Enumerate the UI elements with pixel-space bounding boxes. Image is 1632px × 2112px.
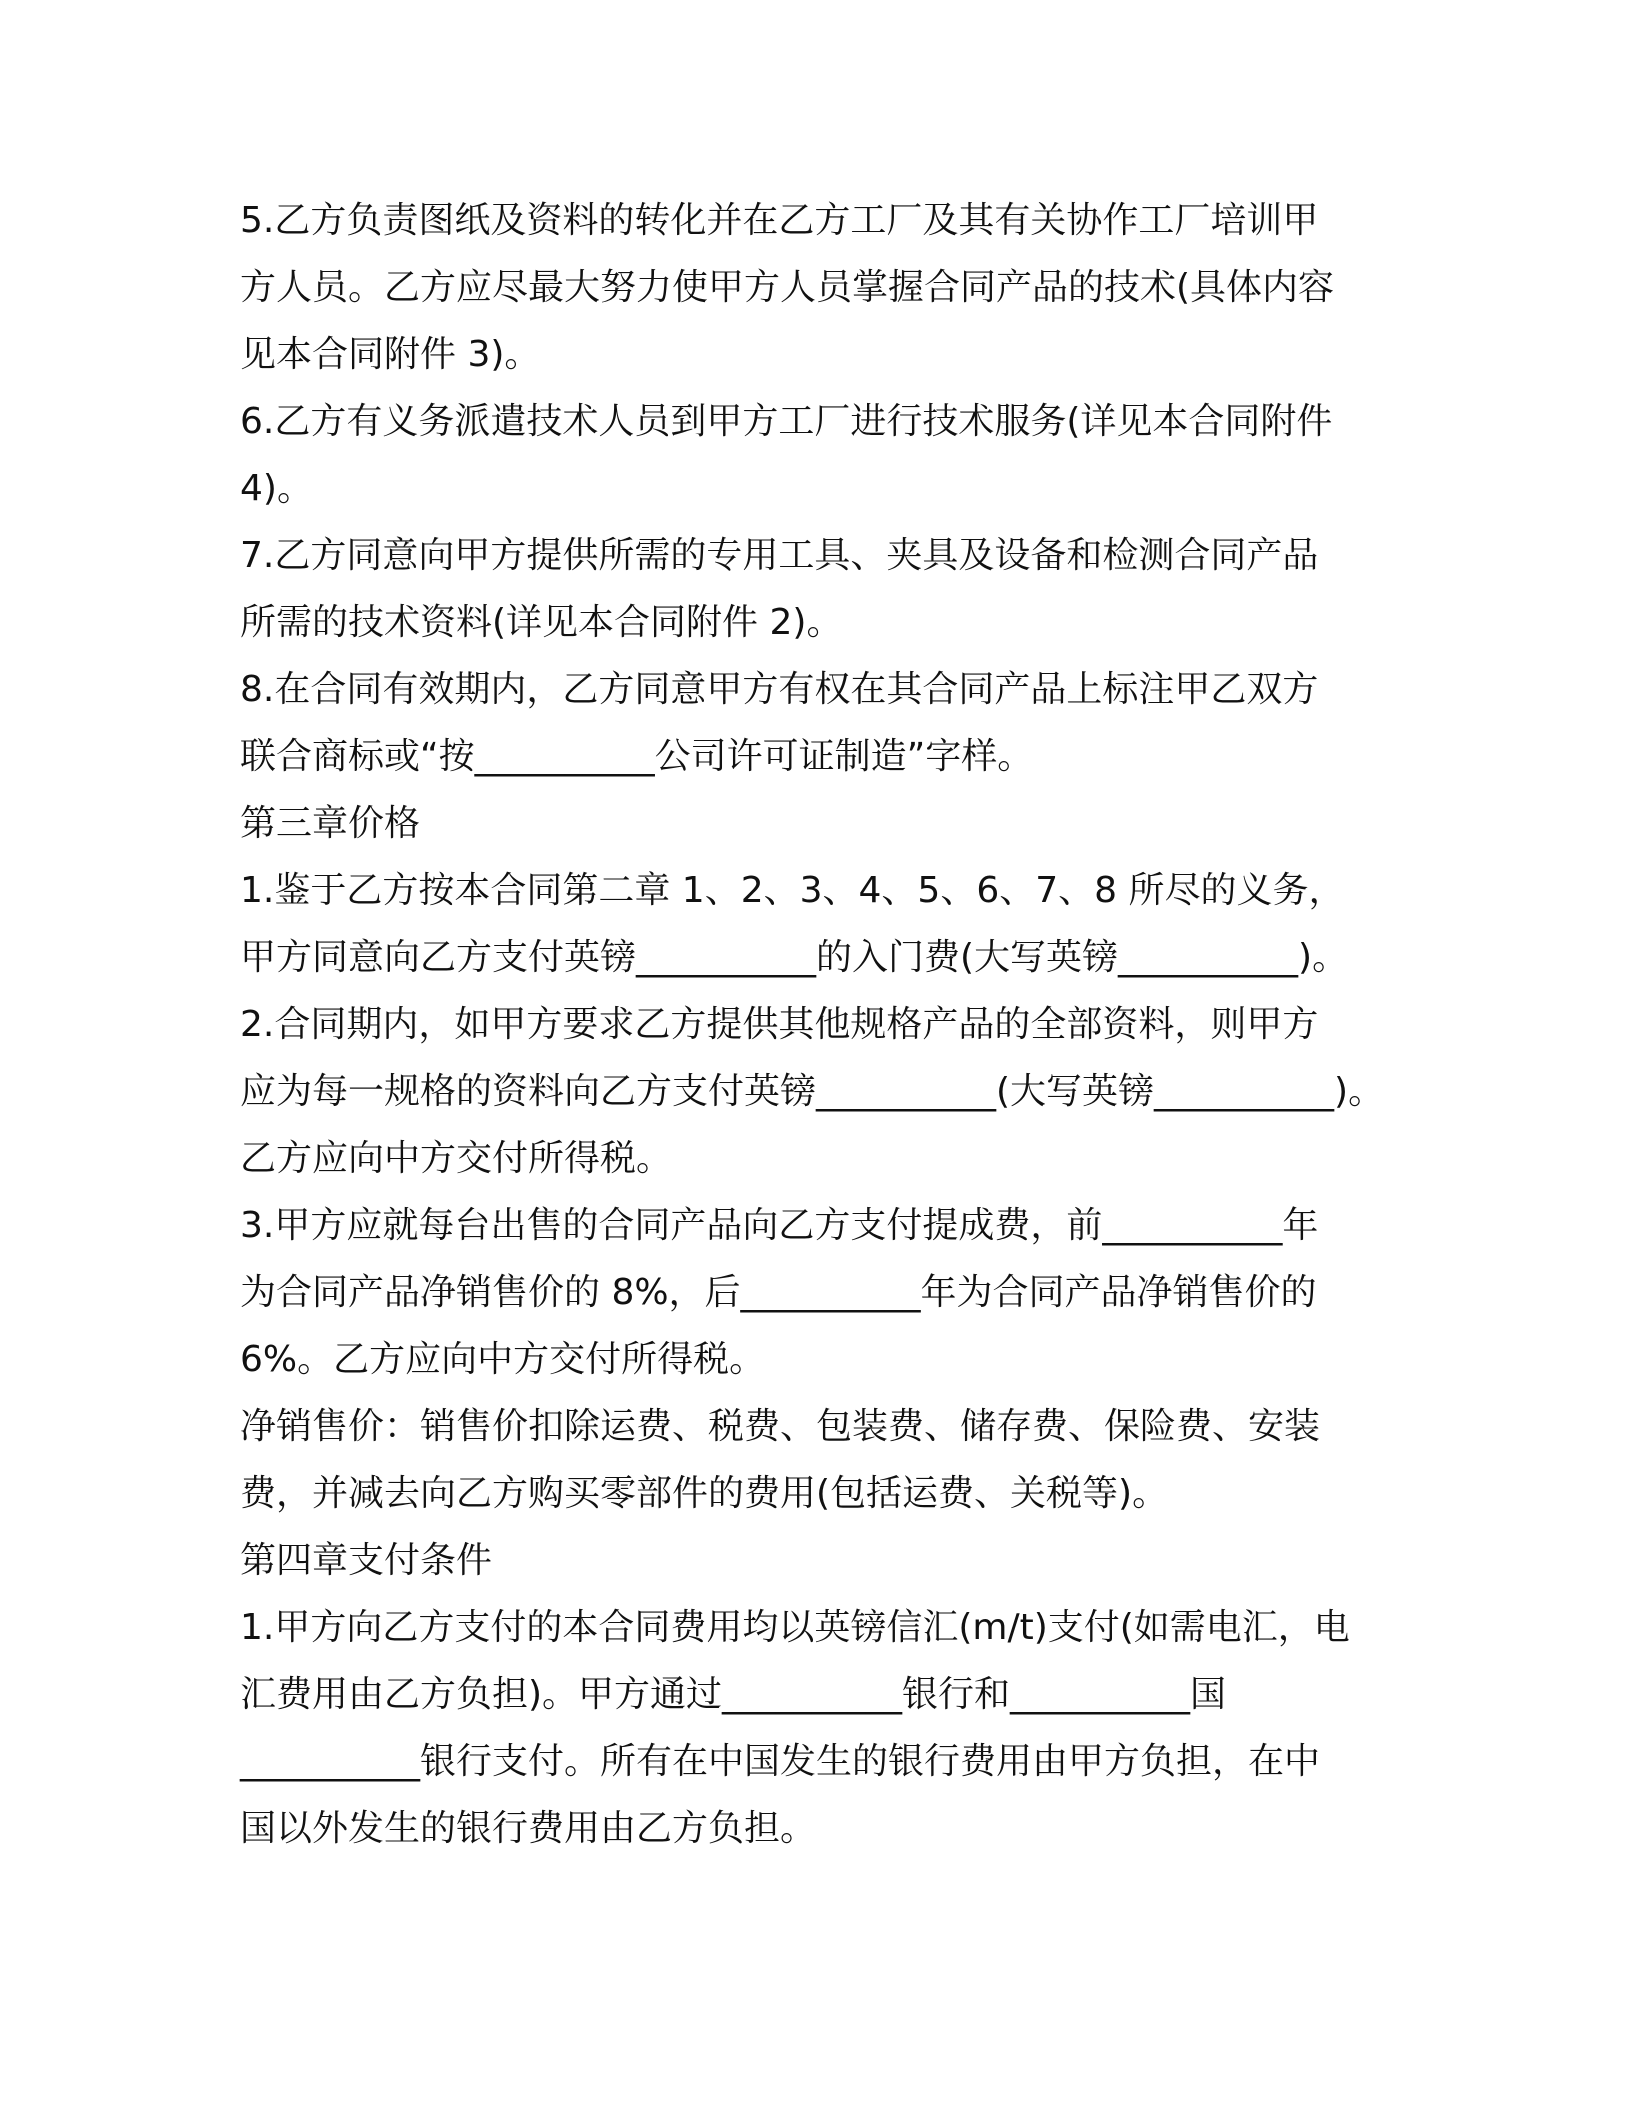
text-line: 应为每一规格的资料向乙方支付英镑__________(大写英镑__________)。 (240, 1071, 1385, 1112)
text-line: 3.甲方应就每台出售的合同产品向乙方支付提成费，前__________年 (240, 1205, 1319, 1246)
text-line: 费，并减去向乙方购买零部件的费用(包括运费、关税等)。 (240, 1473, 1169, 1514)
text-line: 7.乙方同意向甲方提供所需的专用工具、夹具及设备和检测合同产品 (240, 535, 1319, 576)
text-line: 6%。乙方应向中方交付所得税。 (240, 1339, 766, 1380)
text-line: 8.在合同有效期内，乙方同意甲方有权在其合同产品上标注甲乙双方 (240, 669, 1319, 710)
text-line: 所需的技术资料(详见本合同附件 2)。 (240, 602, 843, 643)
text-line: 见本合同附件 3)。 (240, 334, 541, 375)
text-line: 甲方同意向乙方支付英镑__________的入门费(大写英镑__________)。 (240, 937, 1349, 978)
text-line: 净销售价：销售价扣除运费、税费、包装费、储存费、保险费、安装 (240, 1406, 1321, 1447)
text-line: 汇费用由乙方负担)。甲方通过__________银行和__________国 (240, 1674, 1227, 1715)
text-line: 联合商标或“按__________公司许可证制造”字样。 (240, 736, 1034, 777)
text-line: 4)。 (240, 468, 313, 509)
text-line: 为合同产品净销售价的 8%，后__________年为合同产品净销售价的 (240, 1272, 1317, 1313)
text-line: 1.鉴于乙方按本合同第二章 1、2、3、4、5、6、7、8 所尽的义务， (240, 870, 1345, 911)
text-line: 1.甲方向乙方支付的本合同费用均以英镑信汇(m/t)支付(如需电汇，电 (240, 1607, 1350, 1648)
text-line: 乙方应向中方交付所得税。 (240, 1138, 673, 1179)
document-body (240, 187, 1420, 1862)
text-line: __________银行支付。所有在中国发生的银行费用由甲方负担，在中 (240, 1741, 1321, 1782)
text-line: 2.合同期内，如甲方要求乙方提供其他规格产品的全部资料，则甲方 (240, 1004, 1319, 1045)
text-line: 5.乙方负责图纸及资料的转化并在乙方工厂及其有关协作工厂培训甲 (240, 200, 1319, 241)
chapter-heading: 第四章支付条件 (240, 1540, 493, 1581)
chapter-heading: 第三章价格 (240, 803, 421, 844)
text-line: 方人员。乙方应尽最大努力使甲方人员掌握合同产品的技术(具体内容 (240, 267, 1335, 308)
text-line: 6.乙方有义务派遣技术人员到甲方工厂进行技术服务(详见本合同附件 (240, 401, 1333, 442)
text-line: 国以外发生的银行费用由乙方负担。 (240, 1808, 817, 1849)
